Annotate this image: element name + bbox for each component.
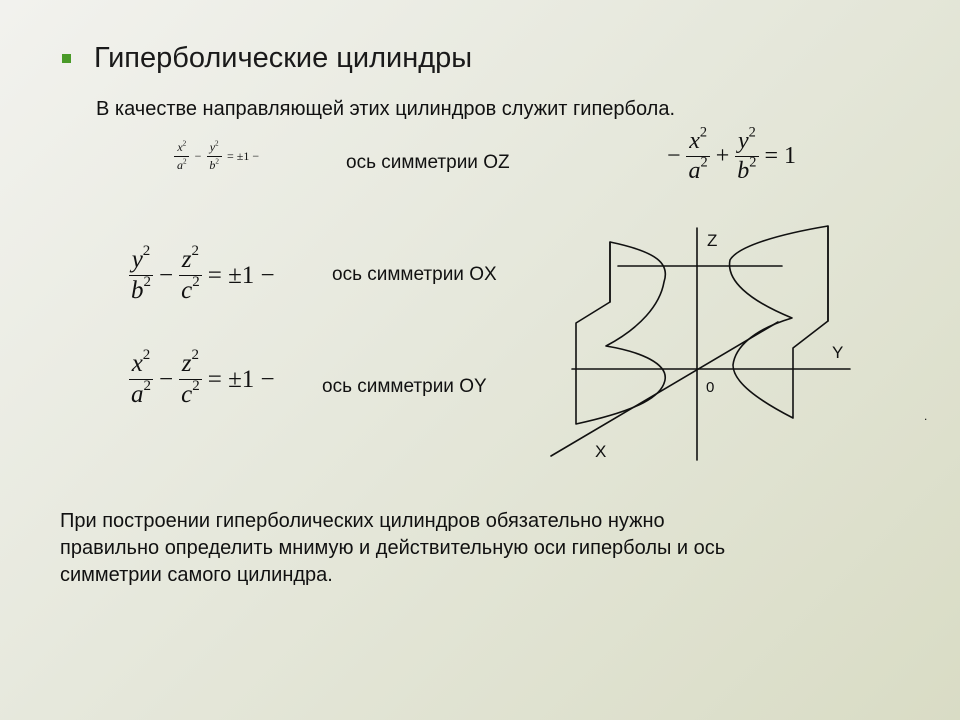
slide-subtitle: В качестве направляющей этих цилиндров служит гипербола.	[96, 98, 676, 120]
equation-ox: $\frac{y^2}{b^2}$ − $\frac{z^2}{c^2}$ = ±1 −	[126, 246, 278, 305]
axis-label-oy: ось симметрии OY	[322, 376, 487, 397]
equation-hyperbola: − $\frac{x^2}{a^2}$ + $\frac{y^2}{b^2}$ = 1	[667, 124, 797, 184]
bottom-paragraph	[60, 508, 880, 589]
origin-label: 0	[706, 379, 715, 396]
bottom-line-1: При построении гиперболических цилиндров обязательно нужно	[60, 510, 665, 532]
equation-oy: $\frac{x^2}{a^2}$ − $\frac{z^2}{c^2}$ = ±1 −	[126, 350, 278, 409]
bottom-line-2: правильно определить мнимую и действительную оси гиперболы и ось	[60, 537, 726, 559]
equation-oz: $\frac{x^2}{a^2}$ − $\frac{y^2}{b^2}$ = ±1 −	[172, 140, 262, 173]
x-axis-label: X	[595, 442, 607, 461]
left-hyperbolic-sheet	[576, 242, 665, 424]
y-axis-label: Y	[832, 343, 844, 362]
x-axis-line	[551, 322, 778, 456]
slide-title: Гиперболические цилиндры	[94, 42, 473, 74]
axis-label-ox: ось симметрии OX	[332, 264, 497, 285]
z-axis-label: Z	[707, 231, 718, 250]
stray-dot: .	[924, 409, 928, 423]
bottom-line-3: симметрии самого цилиндра.	[60, 564, 333, 586]
axis-label-oz: ось симметрии OZ	[346, 152, 510, 173]
right-hyperbolic-sheet	[730, 226, 828, 418]
